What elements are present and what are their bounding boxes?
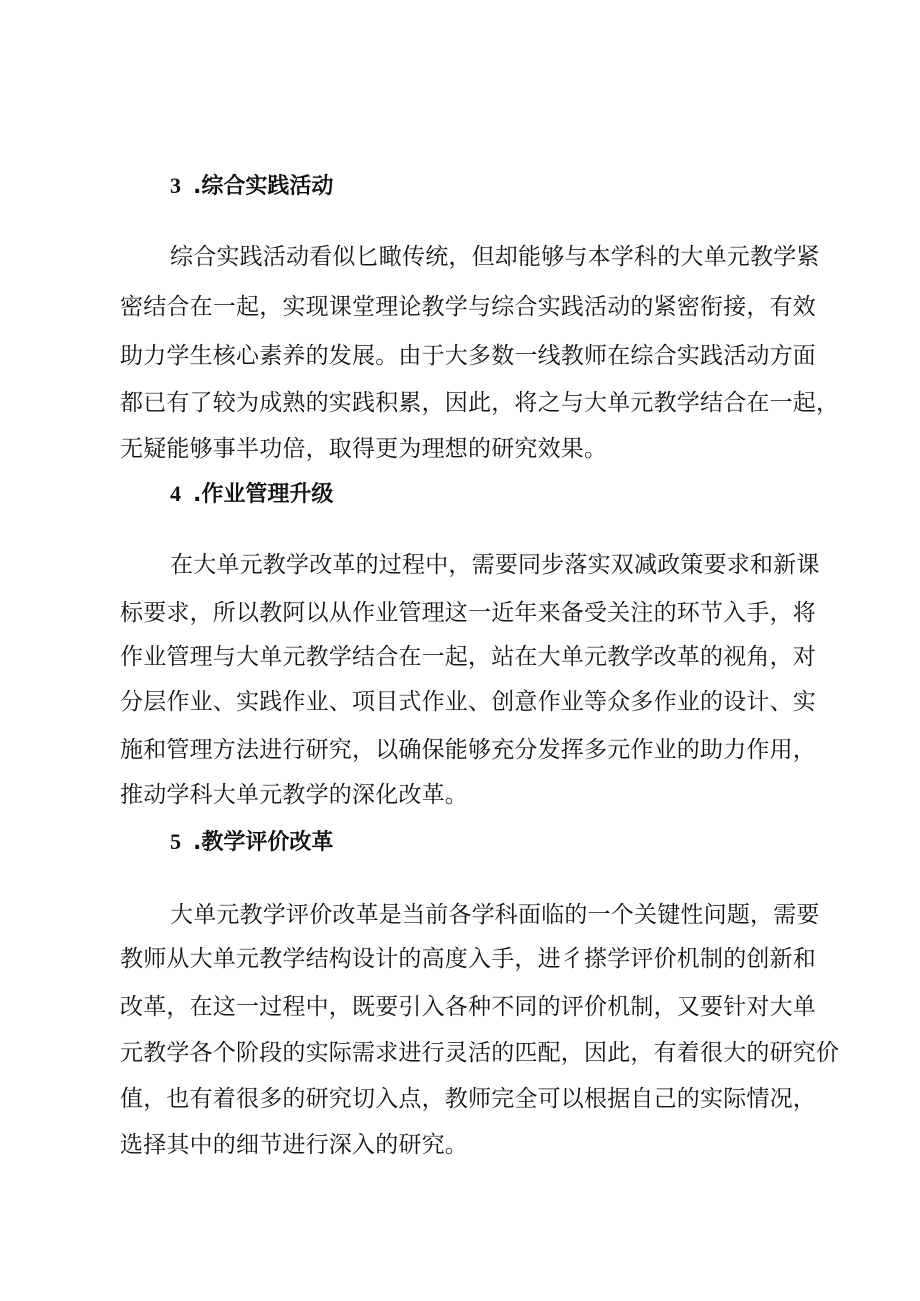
paragraph-line: 推动学科大单元教学的深化改革。 (120, 782, 468, 808)
paragraph-line: 教师从大单元教学结构设计的高度入手，进彳搽学评价机制的创新和 (120, 946, 816, 972)
paragraph-line: 选择其中的细节进行深入的研究。 (120, 1132, 468, 1158)
section-number: 4 (170, 481, 181, 506)
paragraph-line: 作业管理与大单元教学结合在一起，站在大单元教学改革的视角，对 (120, 644, 816, 670)
section-title: .作业管理升级 (193, 482, 334, 507)
paragraph-line: 施和管理方法进行研究，以确保能够充分发挥多元作业的助力作用， (120, 737, 816, 763)
section-heading (170, 826, 333, 859)
paragraph-line: 都已有了较为成熟的实践积累，因此，将之与大单元教学结合在一起， (120, 390, 840, 416)
paragraph-line: 在大单元教学改革的过程中，需要同步落实双减政策要求和新课 (170, 552, 820, 578)
paragraph-line: 值，也有着很多的研究切入点，教师完全可以根据自己的实际情况， (120, 1086, 816, 1112)
paragraph-line: 综合实践活动看似匕瞰传统，但却能够与本学科的大单元教学紧 (170, 244, 820, 270)
section-title: .教学评价改革 (193, 830, 334, 855)
paragraph-line: 元教学各个阶段的实际需求进行灵活的匹配，因此，有着很大的研究价 (120, 1040, 840, 1066)
section-heading (170, 170, 333, 203)
section-title: .综合实践活动 (193, 174, 334, 199)
section-number: 3 (170, 173, 181, 198)
paragraph-line: 大单元教学评价改革是当前各学科面临的一个关键性问题，需要 (170, 902, 820, 928)
section-heading (170, 478, 333, 511)
paragraph-line: 无疑能够事半功倍，取得更为理想的研究效果。 (120, 436, 608, 462)
paragraph-line: 分层作业、实践作业、项目式作业、创意作业等众多作业的设计、实 (120, 689, 816, 715)
section-number: 5 (170, 829, 181, 854)
paragraph-line: 改革，在这一过程中，既要引入各种不同的评价机制，又要针对大单 (120, 994, 816, 1020)
paragraph-line: 密结合在一起，实现课堂理论教学与综合实践活动的紧密衔接，有效 (120, 294, 816, 320)
paragraph-line: 标要求，所以教阿以从作业管理这一近年来备受关注的环节入手，将 (120, 600, 816, 626)
paragraph-line: 助力学生核心素养的发展。由于大多数一线教师在综合实践活动方面 (120, 343, 816, 369)
